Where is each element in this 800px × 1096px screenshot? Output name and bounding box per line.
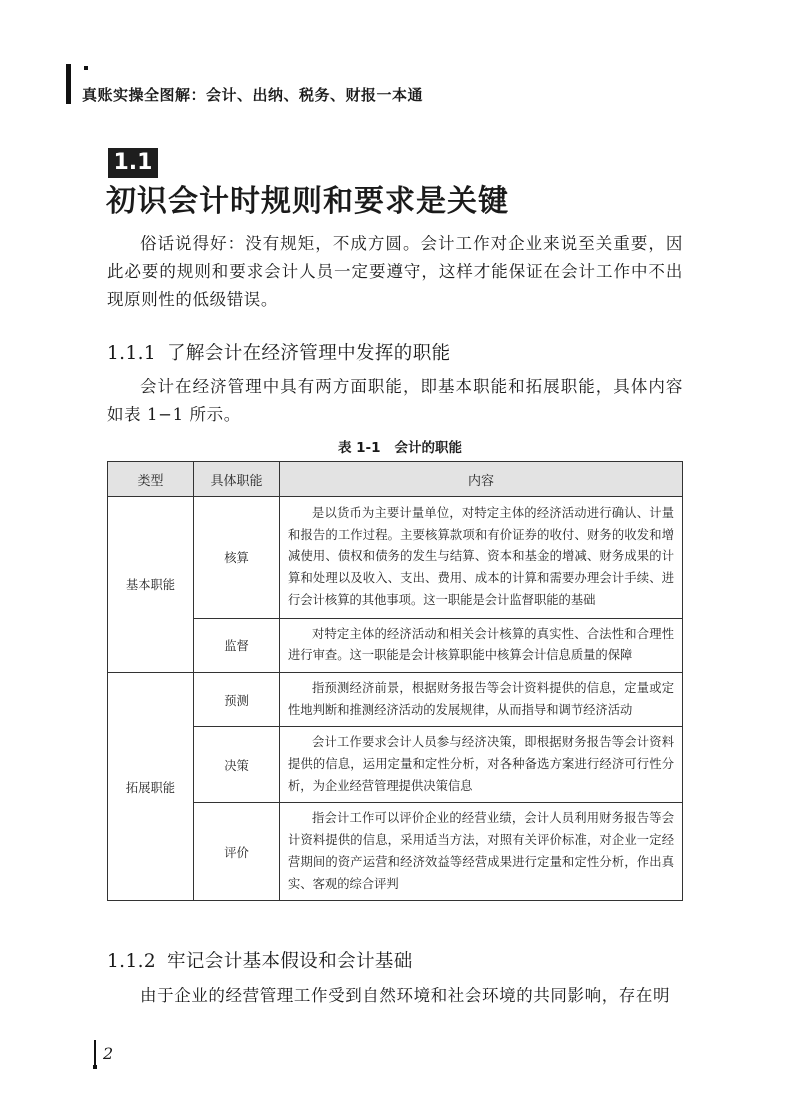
table-caption — [0, 436, 800, 456]
subsection-title: 了解会计在经济管理中发挥的职能 — [167, 343, 451, 364]
header-type: 类型 — [108, 462, 194, 497]
subsection-paragraph-2: 由于企业的经营管理工作受到自然环境和社会环境的共同影响，存在明 — [140, 986, 671, 1005]
accounting-functions-table — [107, 461, 683, 901]
function-cell: 监督 — [194, 618, 280, 672]
subsection-number: 1.1.1 — [107, 343, 157, 364]
table-caption-number: 表 1-1 — [337, 440, 381, 456]
table-row — [108, 727, 683, 803]
page-number: 2 — [103, 1044, 114, 1063]
table-row — [108, 618, 683, 672]
header-dot — [84, 66, 88, 70]
function-cell: 预测 — [194, 672, 280, 726]
section-intro-paragraph: 俗话说得好：没有规矩，不成方圆。会计工作对企业来说至关重要，因此必要的规则和要求会计人员一定要遵守，这样才能保证在会计工作中不出现原则性的低级错误。 — [107, 234, 683, 309]
function-cell: 决策 — [194, 727, 280, 803]
table-row — [108, 803, 683, 901]
content-cell: 对特定主体的经济活动和相关会计核算的真实性、合法性和合理性进行审查。这一职能是会计核算职能中核算会计信息质量的保障 — [280, 618, 683, 672]
running-header-title: 真账实操全图解：会计、出纳、税务、财报一本通 — [82, 86, 424, 104]
page-number-dot — [93, 1065, 97, 1069]
function-cell: 核算 — [194, 497, 280, 619]
section-title: 初识会计时规则和要求是关键 — [106, 184, 509, 219]
content-cell: 指预测经济前景，根据财务报告等会计资料提供的信息，定量或定性地判断和推测经济活动的发展规律，从而指导和调节经济活动 — [280, 672, 683, 726]
content-cell: 会计工作要求会计人员参与经济决策，即根据财务报告等会计资料提供的信息，运用定量和定性分析，对各种备选方案进行经济可行性分析，为企业经营管理提供决策信息 — [280, 727, 683, 803]
subsection-heading-2 — [107, 947, 413, 973]
subsection-heading-1 — [107, 339, 451, 365]
table-caption-text: 会计的职能 — [394, 440, 463, 456]
subsection-paragraph-1: 会计在经济管理中具有两方面职能，即基本职能和拓展职能，具体内容如表 1−1 所示。 — [107, 377, 683, 424]
content-cell: 是以货币为主要计量单位，对特定主体的经济活动进行确认、计量和报告的工作过程。主要核算款项和有价证券的收付、财务的收发和增减使用、债权和债务的发生与结算、资本和基金的增减、财务成果的计算和处理以及收入、支出、费用、成本的计算和需要办理会计手续、进行会计核算的其他事项。这一职能是会计监督职能的基础 — [280, 497, 683, 619]
header-bar — [66, 64, 71, 104]
subsection-title: 牢记会计基本假设和会计基础 — [167, 951, 413, 972]
header-function: 具体职能 — [194, 462, 280, 497]
subsection-number: 1.1.2 — [107, 951, 157, 972]
type-cell: 基本职能 — [108, 497, 194, 673]
function-cell: 评价 — [194, 803, 280, 901]
header-content: 内容 — [280, 462, 683, 497]
table-row — [108, 672, 683, 726]
page-number-bar — [94, 1040, 96, 1065]
table-header-row — [108, 462, 683, 497]
section-number-badge: 1.1 — [108, 148, 158, 178]
type-cell: 拓展职能 — [108, 672, 194, 900]
table-row — [108, 497, 683, 619]
content-cell: 指会计工作可以评价企业的经营业绩，会计人员利用财务报告等会计资料提供的信息，采用适当方法，对照有关评价标准，对企业一定经营期间的资产运营和经济效益等经营成果进行定量和定性分析，作出真实、客观的综合评判 — [280, 803, 683, 901]
